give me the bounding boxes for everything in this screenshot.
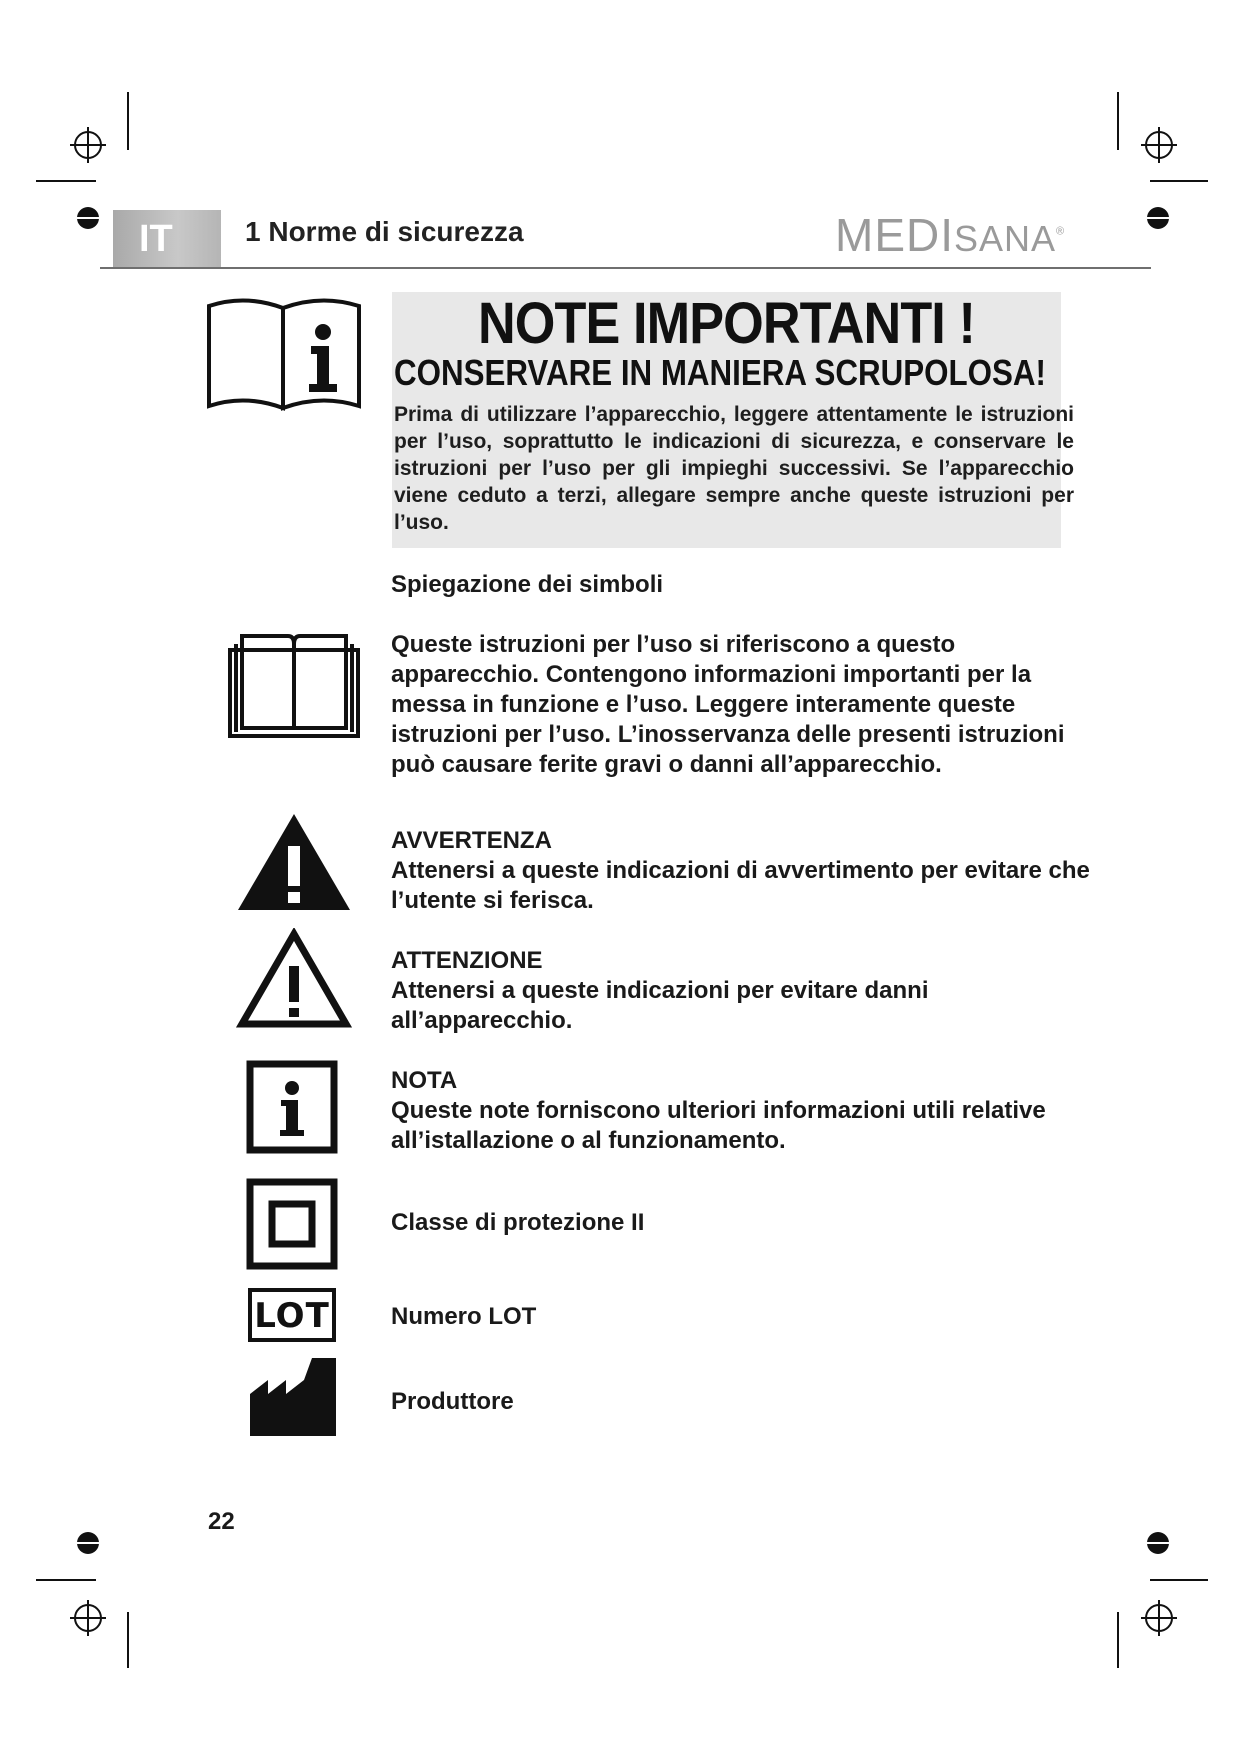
warning-filled-icon (236, 812, 352, 912)
section-title: 1 Norme di sicurezza (245, 216, 524, 247)
info-icon (246, 1060, 338, 1154)
manual-book-icon (228, 630, 360, 740)
brand-logo (835, 208, 1065, 262)
header-rule (100, 267, 1151, 269)
language-tab: IT (113, 210, 221, 268)
caution-outline-icon (236, 928, 352, 1028)
symbols-title: Spiegazione dei simboli (391, 571, 664, 598)
symbol-heading-info: NOTA (391, 1067, 458, 1094)
protection-class-ii-icon (246, 1178, 338, 1270)
symbol-desc-info: Queste note forniscono ulteriori informazioni utili relative all’istallazione o al funzionamento. (391, 1097, 1046, 1154)
page-number: 22 (208, 1508, 235, 1535)
symbol-text-info (391, 1066, 1091, 1156)
brand-logo-sana: SANA (954, 218, 1057, 259)
symbol-text-manual: Queste istruzioni per l’uso si riferiscono a questo apparecchio. Contengono informazioni importanti per la messa in funzione e l’uso. Leggere interamente queste istruzioni per l’uso. L’inosservanza delle presenti istruzioni può causare ferite gravi o danni all’apparecchio. (391, 631, 1065, 778)
info-book-icon (205, 296, 365, 416)
symbol-text-manufacturer: Produttore (391, 1388, 514, 1415)
symbol-desc-warning: Attenersi a queste indicazioni di avvertimento per evitare che l’utente si ferisca. (391, 857, 1090, 914)
important-title: NOTE IMPORTANTI ! (478, 291, 975, 356)
symbol-text-lot: Numero LOT (391, 1303, 537, 1330)
brand-logo-medi: MEDI (835, 209, 954, 261)
symbol-text-protection: Classe di protezione II (391, 1209, 645, 1236)
symbol-text-caution (391, 946, 1091, 1036)
lot-icon: LOT (248, 1288, 336, 1342)
manufacturer-icon (248, 1356, 338, 1438)
symbol-text-warning (391, 826, 1091, 916)
important-subtitle: CONSERVARE IN MANIERA SCRUPOLOSA! (394, 352, 1046, 393)
symbol-heading-warning: AVVERTENZA (391, 827, 552, 854)
symbol-heading-caution: ATTENZIONE (391, 947, 543, 974)
important-body: Prima di utilizzare l’apparecchio, leggere attentamente le istruzioni per l’uso, soprattutto le indicazioni di sicurezza, e conservare le istruzioni per l’uso per gli impieghi successivi. Se l’apparecchio viene ceduto a terzi, allegare sempre anche queste istruzioni per l’uso. (394, 403, 1074, 534)
symbol-desc-caution: Attenersi a queste indicazioni per evitare danni all’apparecchio. (391, 977, 929, 1034)
brand-logo-reg: ® (1056, 225, 1066, 238)
